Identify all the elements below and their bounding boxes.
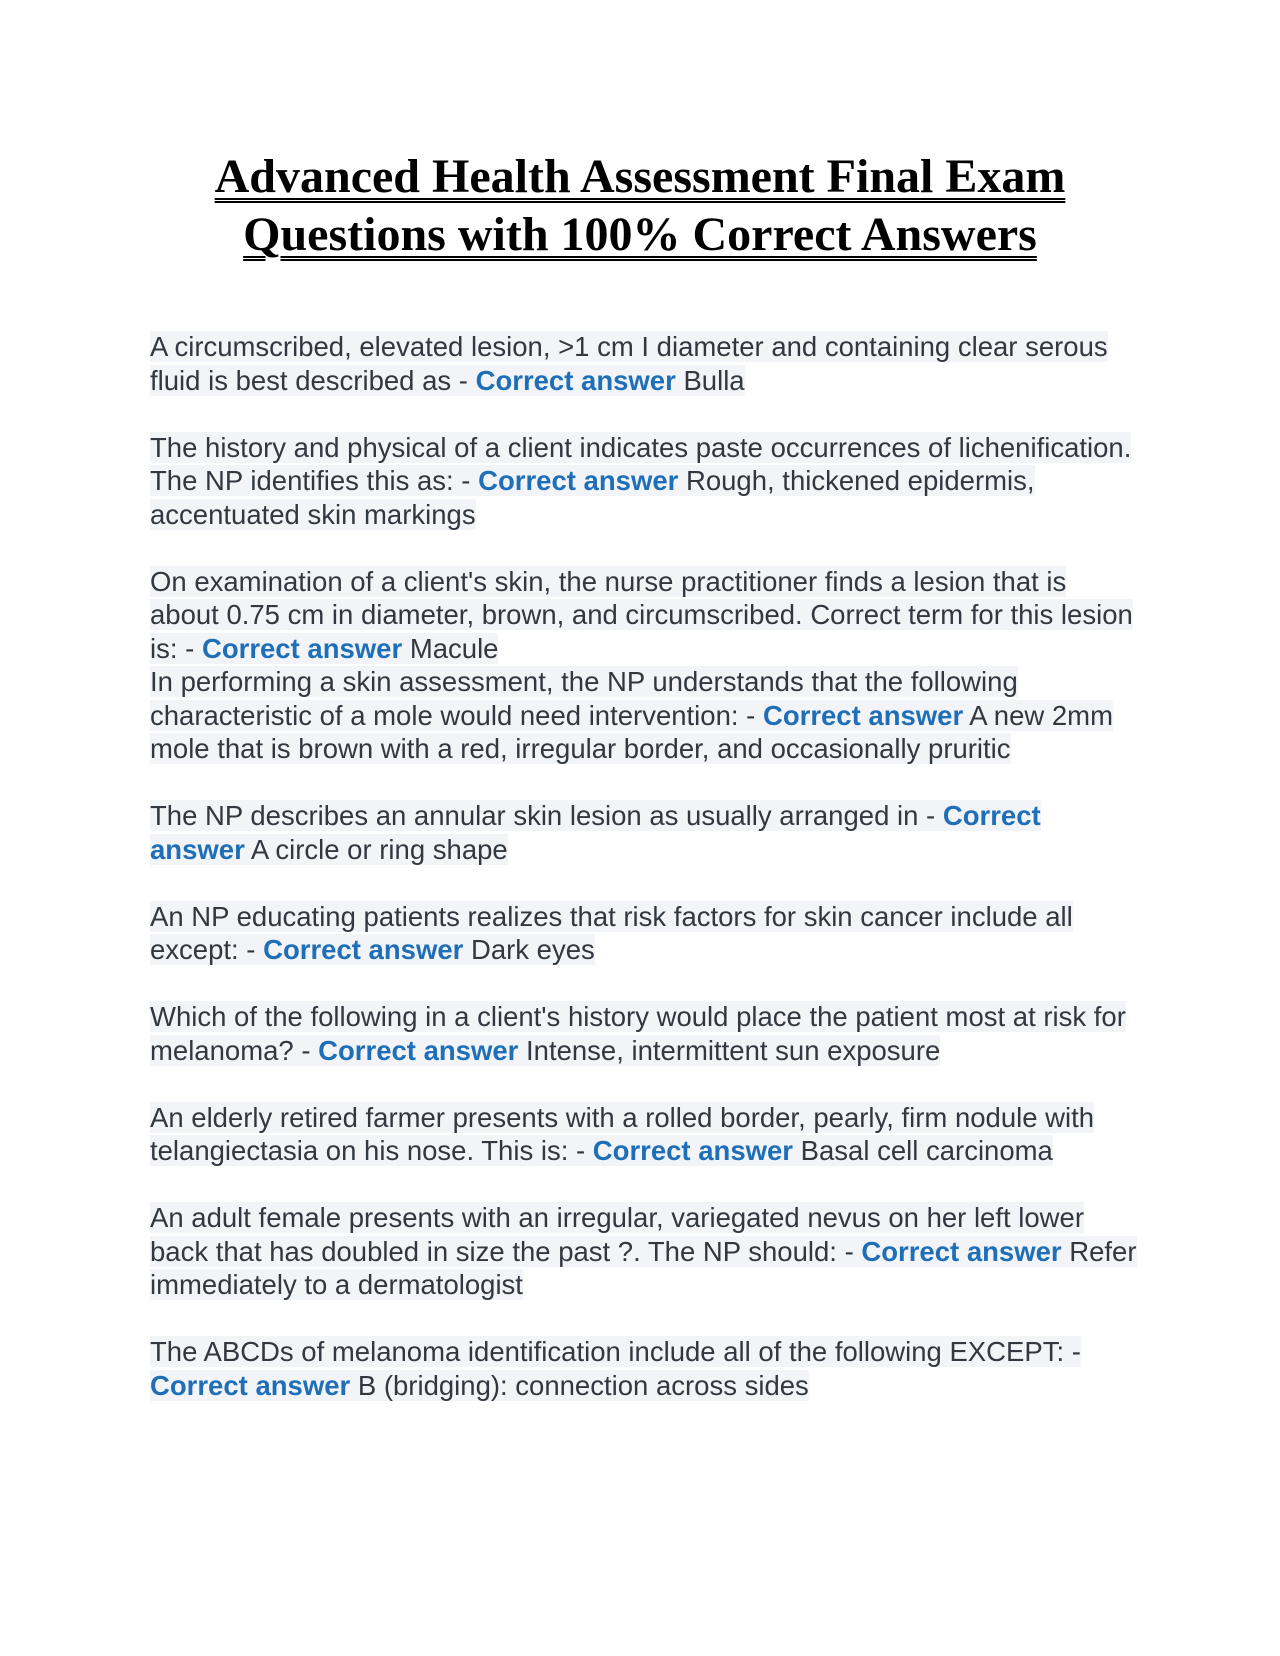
question-text: An adult female presents with an irregular, variegated nevus on her left lower back that has doubled in size the past ?. The NP should: - [150, 1202, 1084, 1267]
qa-item-4 [150, 665, 1140, 766]
qa-item-6 [150, 900, 1140, 967]
title-line-2: Questions with 100% Correct Answers [243, 208, 1037, 261]
answer-label: Correct answer [318, 1034, 519, 1066]
question-text: The history and physical of a client indicates paste occurrences of lichenification. The NP identifies this as: - [150, 431, 1132, 496]
question-text: In performing a skin assessment, the NP understands that the following characteristic of a mole would need intervention: - [150, 666, 1018, 731]
question-text: A circumscribed, elevated lesion, >1 cm I diameter and containing clear serous fluid is best described as - [150, 331, 1108, 396]
answer-label: Correct answer [592, 1135, 794, 1166]
answer-label: Correct answer [201, 632, 403, 664]
answer-text: Macule [402, 632, 499, 664]
paragraph-gap [150, 531, 1140, 565]
qa-item-7 [150, 1000, 1140, 1067]
answer-label: Correct answer [478, 465, 679, 496]
answer-text: B (bridging): connection across sides [350, 1369, 809, 1401]
paragraph-gap [150, 967, 1140, 1001]
qa-item-8 [150, 1101, 1140, 1168]
answer-text: Dark eyes [463, 934, 595, 965]
paragraph-gap [150, 1067, 1140, 1101]
qa-item-10 [150, 1335, 1140, 1402]
answer-label: Correct answer [861, 1235, 1062, 1267]
paragraph-gap [150, 1168, 1140, 1202]
question-text: An elderly retired farmer presents with a rolled border, pearly, firm nodule with telangiectasia on his nose. This is: - [150, 1101, 1095, 1166]
qa-item-1 [150, 330, 1140, 397]
answer-text: A new 2mm mole that is brown with a red, irregular border, and occasionally pruritic [150, 699, 1113, 764]
qa-item-3 [150, 565, 1140, 666]
answer-label: Correct answer [762, 699, 964, 731]
question-text: On examination of a client's skin, the nurse practitioner finds a lesion that is about 0.75 cm in diameter, brown, and circumscribed. Correct term for this lesion is: - [150, 565, 1133, 664]
qa-item-5 [150, 799, 1140, 866]
paragraph-gap [150, 766, 1140, 800]
qa-item-9 [150, 1201, 1140, 1302]
answer-label: Correct answer [475, 364, 676, 396]
paragraph-gap [150, 866, 1140, 900]
question-text: The NP describes an annular skin lesion as usually arranged in - [150, 800, 943, 831]
answer-text: Refer immediately to a dermatologist [150, 1235, 1137, 1300]
answer-label: Correct answer [150, 1369, 351, 1401]
title-line-1: Advanced Health Assessment Final Exam [214, 150, 1066, 203]
paragraph-gap [150, 1302, 1140, 1336]
document-title [0, 148, 1280, 264]
answer-label: Correct answer [263, 934, 464, 965]
question-text: Which of the following in a client's history would place the patient most at risk for melanoma? - [150, 1001, 1126, 1066]
paragraph-gap [150, 397, 1140, 431]
qa-item-2 [150, 431, 1140, 532]
answer-text: Bulla [675, 364, 745, 396]
answer-label: Correct answer [150, 800, 1041, 865]
question-text: The ABCDs of melanoma identification include all of the following EXCEPT: - [150, 1336, 1081, 1367]
question-text: An NP educating patients realizes that risk factors for skin cancer include all except: - [150, 900, 1073, 965]
answer-text: Rough, thickened epidermis, accentuated skin markings [150, 465, 1035, 530]
answer-text: A circle or ring shape [244, 833, 508, 865]
answer-text: Basal cell carcinoma [793, 1135, 1053, 1166]
qa-list [150, 330, 1140, 1402]
answer-text: Intense, intermittent sun exposure [518, 1034, 941, 1066]
